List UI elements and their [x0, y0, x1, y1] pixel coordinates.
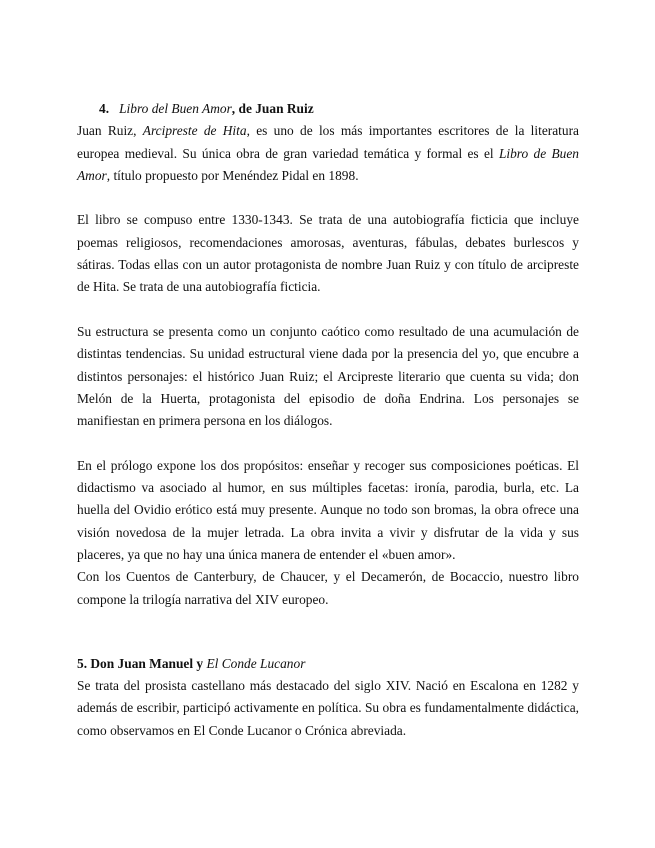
paragraph-text: , es uno de los más importantes escritores de la literatura europea medieval. Su única obra de gran variedad temática y formal es el [77, 123, 579, 161]
section-5-paragraph-1: Se trata del prosista castellano más destacado del siglo XIV. Nació en Escalona en 1282 y además de escribir, participó activamente en política. Su obra es fundamentalmente didáctica, como observamos en El Conde Lucanor o Crónica abreviada. [77, 678, 579, 738]
section-4-paragraph-5: Con los Cuentos de Canterbury, de Chaucer, y el Decamerón, de Bocaccio, nuestro libro compone la trilogía narrativa del XIV europeo. [77, 569, 579, 607]
section-5-heading [77, 653, 579, 675]
section-4-paragraph-1 [77, 120, 579, 187]
paragraph-italic-text: Libro de Buen Amor [77, 145, 579, 183]
section-spacer [77, 611, 579, 653]
section-4-paragraph-4: En el prólogo expone los dos propósitos: enseñar y recoger sus composiciones poéticas. El didactismo va asociado al humor, en sus múltiples facetas: ironía, parodia, burla, etc. La huella del Ovidio erótico está muy presente. Aunque no todo son bromas, la obra ofrece una visión novedosa de la mujer letrada. La obra invita a vivir y disfrutar de la vida y sus placeres, ya que no hay una única manera de entender el «buen amor». [77, 457, 579, 562]
paragraph-spacer [77, 432, 579, 454]
section-4-title-italic: Libro del Buen Amor [119, 101, 232, 116]
paragraph-text: , título propuesto por Menéndez Pidal en 1898. [106, 167, 359, 183]
section-5-title-italic: El Conde Lucanor [206, 655, 306, 671]
paragraph-italic-text: Arcipreste de Hita [142, 123, 247, 139]
section-4-paragraph-2: El libro se compuso entre 1330-1343. Se trata de una autobiografía ficticia que incluye poemas religiosos, recomendaciones amorosas, aventuras, fábulas, debates burlescos y sátiras. Todas ellas con un autor protagonista de nombre Juan Ruiz y con título de arcipreste de Hita. Se trata de una autobiografía ficticia. [77, 212, 579, 295]
paragraph-text: Juan Ruiz, [77, 123, 143, 139]
paragraph-spacer [77, 299, 579, 321]
section-5-title-bold: 5. Don Juan Manuel y [77, 655, 207, 671]
document-page [77, 98, 579, 742]
section-4-number: 4. [99, 101, 110, 116]
section-4-paragraph-3: Su estructura se presenta como un conjunto caótico como resultado de una acumulación de distintas tendencias. Su unidad estructural viene dada por la presencia del yo, que encubre a distintos personajes: el histórico Juan Ruiz; el Arcipreste literario que cuenta su vida; don Melón de la Huerta, protagonista del episodio de doña Endrina. Los personajes se manifiestan en primera persona en los diálogos. [77, 323, 579, 429]
section-4-heading [77, 98, 579, 120]
section-4-title-rest: , de Juan Ruiz [231, 101, 314, 116]
paragraph-spacer [77, 187, 579, 209]
